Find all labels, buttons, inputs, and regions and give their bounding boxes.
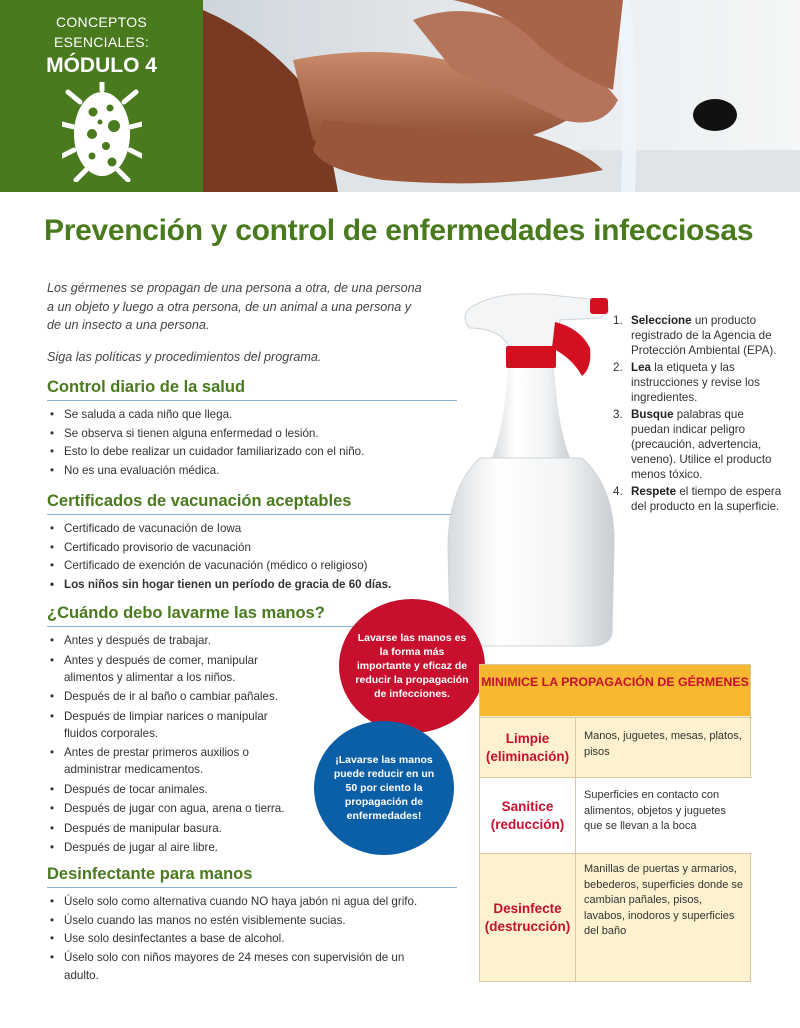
list-item: • Antes de prestar primeros auxilios o administrar medicamentos. (47, 744, 297, 778)
step-text: el tiempo de espera del producto en la superficie. (631, 485, 782, 513)
handwashing-photo (203, 0, 800, 192)
module-badge (0, 0, 203, 192)
step-text: palabras que puedan indicar peligro (precaución, advertencia, veneno). Utilice el producto menos tóxico. (631, 408, 772, 481)
bullet-list (47, 632, 297, 856)
section-daily-health-check (47, 377, 457, 480)
disinfectant-steps (613, 313, 783, 516)
list-item: • Después de manipular basura. (47, 820, 297, 837)
table-row (480, 853, 752, 982)
list-item: • Certificado de vacunación de Iowa (47, 520, 457, 539)
list-item: • Úselo solo con niños mayores de 24 meses con supervisión de un adulto. (47, 949, 427, 986)
list-item: • Los niños sin hogar tienen un período de gracia de 60 días. (47, 576, 457, 595)
step-text: un producto registrado de la Agencia de Protección Ambiental (EPA). (631, 314, 777, 357)
table-row (480, 717, 752, 777)
intro-text: Los gérmenes se propagan de una persona a otra, de una persona a un objeto y luego a otra persona, de un animal a una persona y de un insecto a una persona. (47, 281, 422, 332)
table-description: Manos, juguetes, mesas, platos, pisos (584, 730, 742, 758)
list-item: • Se observa si tienen alguna enfermedad o lesión. (47, 425, 457, 444)
list-item: • No es una evaluación médica. (47, 462, 457, 481)
list-item: • Se saluda a cada niño que llega. (47, 406, 457, 425)
table-description: Manillas de puertas y armarios, bebederos, superficies donde se cambian pañales, pisos, lavabos, inodoros y superficies del baño (584, 863, 743, 937)
section-heading: ¿Cuándo debo lavarme las manos? (47, 603, 447, 627)
page-title: Prevención y control de enfermedades infecciosas (44, 214, 754, 247)
list-item: • Después de tocar animales. (47, 781, 297, 798)
section-vaccination-certificates (47, 491, 457, 594)
list-item: • Esto lo debe realizar un cuidador familiarizado con el niño. (47, 443, 457, 462)
step-keyword: Lea (631, 361, 651, 374)
list-item: • Después de jugar al aire libre. (47, 839, 297, 856)
list-item: • Certificado de exención de vacunación (médico o religioso) (47, 557, 457, 576)
step-number: 4. (613, 485, 623, 498)
step-item (613, 313, 783, 358)
step-number: 3. (613, 408, 623, 421)
policy-text: Siga las políticas y procedimientos del programa. (47, 350, 322, 364)
step-item (613, 407, 783, 482)
step-keyword: Respete (631, 485, 677, 498)
list-item: • Después de ir al baño o cambiar pañales. (47, 688, 297, 705)
list-item: • Después de limpiar narices o manipular fluidos corporales. (47, 708, 297, 742)
list-item: • Certificado provisorio de vacunación (47, 539, 457, 558)
section-heading: Control diario de la salud (47, 377, 457, 401)
bullet-list (47, 520, 457, 594)
section-heading: Certificados de vacunación aceptables (47, 491, 457, 515)
step-item (613, 484, 783, 514)
module-line-1: CONCEPTOS (55, 14, 148, 30)
header-banner (0, 0, 800, 192)
handwashing-reduction-callout: ¡Lavarse las manos puede reducir en un 50 por ciento la propagación de enfermedades! (314, 721, 454, 855)
list-item: • Antes y después de comer, manipular alimentos y alimentar a los niños. (47, 652, 297, 686)
germ-icon (62, 82, 142, 182)
step-number: 2. (613, 361, 623, 374)
step-keyword: Busque (631, 408, 674, 421)
list-item: • Úselo cuando las manos no estén visiblemente sucias. (47, 912, 457, 931)
list-item: • Antes y después de trabajar. (47, 632, 297, 649)
table-heading: MINIMICE LA PROPAGACIÓN DE GÉRMENES (480, 665, 750, 716)
step-text: la etiqueta y las instrucciones y revise los ingredientes. (631, 361, 760, 404)
step-keyword: Seleccione (631, 314, 692, 327)
spray-bottle-icon (440, 288, 620, 648)
module-number: MÓDULO 4 (46, 54, 157, 77)
step-number: 1. (613, 314, 623, 327)
list-item: • Después de jugar con agua, arena o tierra. (47, 800, 297, 817)
table-term: Limpie (eliminación) (480, 718, 576, 777)
table-row (480, 777, 752, 853)
bullet-list (47, 893, 457, 986)
step-item (613, 360, 783, 405)
minimize-germs-table (479, 664, 751, 982)
list-item: • Úselo solo como alternativa cuando NO haya jabón ni agua del grifo. (47, 893, 457, 912)
section-heading: Desinfectante para manos (47, 864, 457, 888)
handwashing-importance-callout: Lavarse las manos es la forma más importante y eficaz de reducir la propagación de infecciones. (339, 599, 485, 733)
module-line-2: ESENCIALES: (53, 34, 150, 50)
table-description: Superficies en contacto con alimentos, objetos y juguetes que se llevan a la boca (584, 789, 726, 832)
section-hand-sanitizer (47, 864, 457, 986)
bullet-list (47, 406, 457, 480)
table-term: Sanitice (reducción) (480, 778, 576, 853)
list-item: • Use solo desinfectantes a base de alcohol. (47, 930, 457, 949)
table-term: Desinfecte (destrucción) (480, 854, 576, 982)
